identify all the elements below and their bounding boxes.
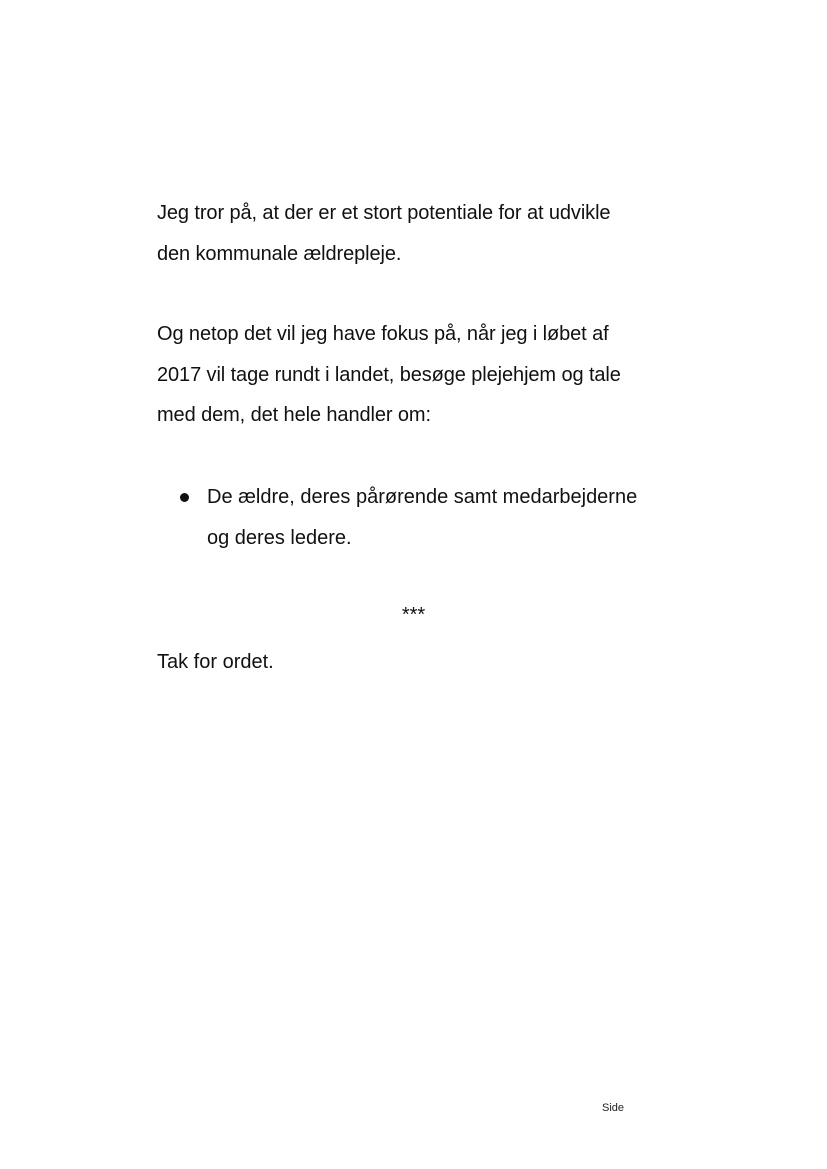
page-footer-label: Side	[602, 1102, 625, 1114]
bullet-text	[207, 477, 637, 558]
bullet-icon	[180, 493, 189, 502]
paragraph-line: Jeg tror på, at der er et stort potentiale for at udvikle	[157, 202, 611, 224]
bullet-line: og deres ledere.	[207, 526, 352, 549]
paragraph-2	[157, 314, 677, 436]
paragraph-line: Og netop det vil jeg have fokus på, når jeg i løbet af	[157, 323, 609, 345]
paragraph-line: 2017 vil tage rundt i landet, besøge plejehjem og tale	[157, 363, 621, 386]
bullet-line: De ældre, deres pårørende samt medarbejderne	[207, 486, 638, 508]
closing-line: Tak for ordet.	[157, 651, 274, 673]
paragraph-1	[157, 193, 677, 274]
paragraph-line: den kommunale ældrepleje.	[157, 242, 402, 265]
paragraph-line: med dem, det hele handler om:	[157, 404, 431, 426]
section-separator: ***	[401, 604, 426, 626]
